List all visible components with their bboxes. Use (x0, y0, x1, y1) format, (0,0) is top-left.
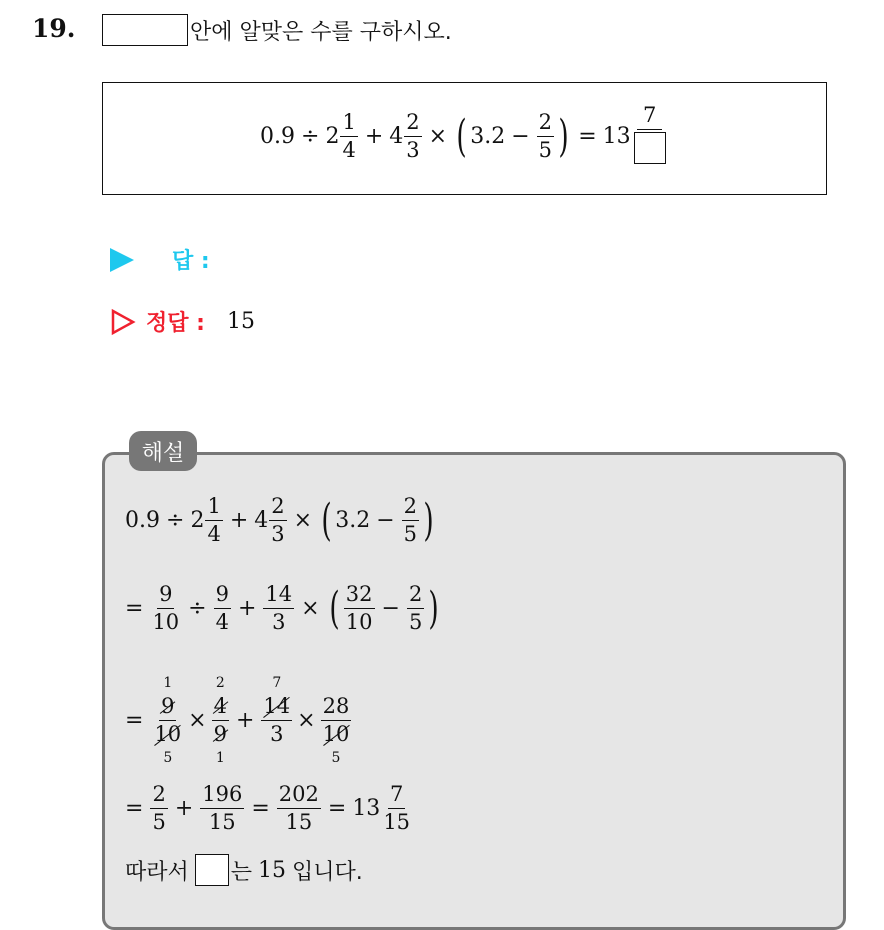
equals-symbol: = (327, 796, 347, 821)
reduced-numerator: 7 (272, 675, 282, 691)
correct-answer-value: 15 (226, 309, 255, 334)
numerator: 9 (157, 584, 174, 609)
solution-tab: 해설 (129, 431, 197, 471)
eq-term: 13 (602, 124, 631, 149)
right-paren: ) (423, 494, 434, 546)
conclusion-value: 15 (258, 857, 287, 883)
numerator: 196 (200, 784, 244, 809)
divide-symbol: ÷ (188, 596, 207, 621)
question-text: 안에 알맞은 수를 구하시오. (190, 19, 452, 45)
eq-term: 2 (190, 508, 205, 533)
denominator: 3 (406, 138, 420, 162)
question-prompt (102, 14, 452, 46)
solution-line-3 (125, 676, 354, 765)
divide-symbol: ÷ (166, 508, 185, 533)
reduced-denominator: 1 (215, 750, 225, 766)
reduced-numerator: 2 (215, 675, 225, 691)
fraction (214, 584, 231, 633)
plus-symbol: + (174, 796, 194, 821)
correct-answer-label: 정답 : (146, 311, 205, 336)
equals-symbol: = (125, 596, 144, 621)
fraction (537, 112, 554, 161)
numerator: 32 (344, 584, 375, 609)
equals-symbol: = (125, 796, 144, 821)
numerator: 9 (214, 584, 231, 609)
divide-symbol: ÷ (301, 124, 320, 149)
eq-term: 4 (254, 508, 269, 533)
question-number: 19. (32, 14, 76, 43)
fraction (205, 496, 222, 545)
eq-term: 0.9 (260, 124, 295, 149)
minus-symbol: − (511, 124, 530, 149)
answer-label: 답 : (172, 249, 210, 274)
fraction (277, 784, 321, 833)
times-symbol: × (301, 596, 320, 621)
times-symbol: × (428, 124, 448, 149)
cancelled-denominator: 10 (154, 722, 182, 746)
denominator: 10 (152, 610, 180, 634)
answer-blank-box (195, 854, 229, 886)
cancel-fraction (152, 676, 183, 765)
eq-term: 0.9 (125, 508, 160, 533)
numerator: 202 (277, 784, 321, 809)
numerator: 2 (402, 496, 419, 521)
denominator: 15 (383, 810, 411, 834)
denominator: 5 (152, 810, 166, 834)
answer-blank-box (634, 132, 666, 164)
equals-symbol: = (578, 124, 597, 149)
denominator: 3 (272, 610, 286, 634)
fraction (402, 496, 419, 545)
right-paren: ) (428, 582, 440, 634)
problem-equation (260, 105, 669, 168)
play-triangle-icon (110, 248, 134, 272)
times-symbol: × (297, 708, 316, 733)
cancelled-numerator: 9 (161, 694, 175, 718)
eq-term: 2 (325, 124, 340, 149)
fraction (263, 584, 294, 633)
denominator: 5 (403, 522, 418, 546)
right-paren: ) (558, 110, 569, 162)
plus-symbol: + (235, 708, 255, 733)
numerator: 2 (269, 496, 286, 521)
numerator: 7 (388, 784, 405, 809)
times-symbol: × (188, 708, 207, 733)
numerator: 2 (407, 584, 424, 609)
eq-term: 3.2 (335, 508, 371, 533)
numerator: 14 (263, 584, 294, 609)
eq-term: 3.2 (470, 124, 506, 149)
cancelled-denominator: 9 (213, 722, 227, 746)
reduced-denominator: 5 (163, 750, 173, 766)
reduced-numerator: 1 (163, 675, 173, 691)
denominator: 10 (345, 610, 373, 634)
minus-symbol: − (381, 596, 400, 621)
numerator: 1 (340, 112, 357, 137)
fraction (200, 784, 244, 833)
reduced-denominator: 5 (331, 750, 341, 766)
left-paren: ( (329, 582, 340, 634)
eq-term: 13 (352, 796, 381, 821)
denominator: 4 (207, 522, 221, 546)
denominator: 4 (215, 610, 229, 634)
solution-line-1 (125, 496, 437, 545)
fraction (340, 112, 357, 161)
denominator: 5 (408, 610, 423, 634)
cancel-fraction (261, 676, 292, 765)
denominator: 15 (208, 810, 236, 834)
denominator: 5 (538, 138, 553, 162)
fraction (150, 784, 167, 833)
equals-symbol: = (125, 708, 144, 733)
cancelled-numerator: 14 (263, 694, 291, 718)
numerator: 1 (205, 496, 222, 521)
solution-conclusion (125, 854, 363, 886)
cancel-fraction (321, 676, 352, 765)
numerator: 7 (637, 105, 662, 130)
denominator-blank (632, 130, 668, 168)
cancelled-numerator: 4 (213, 694, 227, 718)
solution-line-2 (125, 584, 442, 633)
left-paren: ( (321, 494, 332, 546)
minus-symbol: − (376, 508, 395, 533)
denominator: 3 (270, 722, 284, 746)
plus-symbol: + (364, 124, 384, 149)
fraction (404, 112, 421, 161)
answer-row (110, 244, 210, 275)
cancelled-denominator: 10 (322, 722, 350, 746)
left-paren: ( (456, 110, 467, 162)
numerator: 2 (537, 112, 554, 137)
cancel-fraction (212, 676, 229, 765)
fraction (150, 584, 181, 633)
plus-symbol: + (237, 596, 257, 621)
conclusion-text: 따라서 (125, 859, 189, 885)
numerator: 28 (321, 696, 352, 721)
denominator: 3 (271, 522, 285, 546)
equals-symbol: = (251, 796, 270, 821)
conclusion-text: 는 (230, 859, 253, 885)
times-symbol: × (293, 508, 313, 533)
correct-answer-row (110, 306, 255, 337)
denominator: 15 (285, 810, 313, 834)
conclusion-text: 입니다. (292, 859, 363, 885)
equation-box (102, 82, 827, 195)
plus-symbol: + (229, 508, 249, 533)
numerator: 2 (404, 112, 421, 137)
eq-term: 4 (389, 124, 404, 149)
result-fraction (632, 105, 668, 168)
numerator: 2 (150, 784, 167, 809)
fraction (407, 584, 424, 633)
fraction (269, 496, 286, 545)
answer-blank-box (102, 14, 188, 46)
denominator: 4 (342, 138, 356, 162)
fraction (381, 784, 412, 833)
fraction (344, 584, 375, 633)
outline-triangle-icon (110, 308, 136, 336)
solution-line-4 (125, 784, 413, 833)
